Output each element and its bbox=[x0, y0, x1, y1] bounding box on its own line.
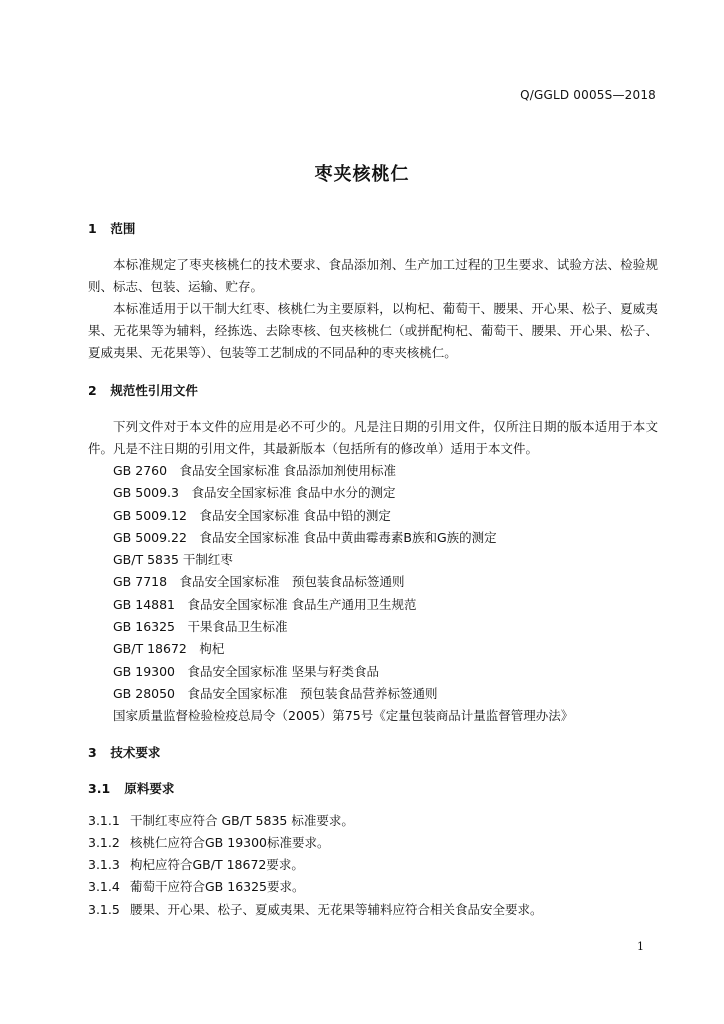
reference-item: GB/T 5835 干制红枣 bbox=[113, 552, 233, 568]
page-number: 1 bbox=[637, 940, 644, 953]
reference-item: GB 5009.12 食品安全国家标准 食品中铅的测定 bbox=[113, 507, 391, 523]
reference-item: GB 28050 食品安全国家标准 预包装食品营养标签通则 bbox=[113, 685, 438, 701]
clause-number: 3.1.5 bbox=[88, 901, 120, 917]
clause-number: 3.1.4 bbox=[88, 879, 120, 895]
clause-text: 枸杞应符合GB/T 18672要求。 bbox=[130, 857, 304, 873]
clause-text: 核桃仁应符合GB 19300标准要求。 bbox=[130, 834, 330, 850]
clause bbox=[88, 899, 658, 921]
paragraph: 下列文件对于本文件的应用是必不可少的。凡是注日期的引用文件，仅所注日期的版本适用于本文件。凡是不注日期的引用文件，其最新版本（包括所有的修改单）适用于本文件。 bbox=[88, 419, 658, 456]
subsection-title: 原料要求 bbox=[124, 780, 175, 796]
reference-item: GB 7718 食品安全国家标准 预包装食品标签通则 bbox=[113, 574, 405, 590]
section-title: 范围 bbox=[110, 221, 136, 236]
section-title: 技术要求 bbox=[110, 744, 161, 760]
clause-text: 葡萄干应符合GB 16325要求。 bbox=[130, 879, 305, 895]
clause bbox=[88, 832, 658, 854]
clause bbox=[88, 876, 658, 898]
subsection-heading-raw-materials bbox=[88, 780, 658, 798]
clause-number: 3.1.3 bbox=[88, 857, 120, 873]
clause-number: 3.1.2 bbox=[88, 834, 120, 850]
section-heading-normative-references bbox=[88, 382, 658, 400]
clause bbox=[88, 854, 658, 876]
clause-text: 干制红枣应符合 GB/T 5835 标准要求。 bbox=[130, 812, 354, 828]
reference-item: GB 16325 干果食品卫生标准 bbox=[113, 619, 288, 635]
document-title: 枣夹核桃仁 bbox=[314, 164, 410, 185]
section-number: 1 bbox=[88, 221, 97, 236]
section-heading-technical-requirements bbox=[88, 744, 658, 762]
section-heading-scope bbox=[88, 220, 658, 238]
section-title: 规范性引用文件 bbox=[110, 383, 198, 398]
clause-text: 腰果、开心果、松子、夏威夷果、无花果等辅料应符合相关食品安全要求。 bbox=[130, 901, 543, 917]
section-number: 2 bbox=[88, 383, 97, 398]
standard-code: Q/GGLD 0005S—2018 bbox=[520, 88, 656, 102]
paragraph: 本标准适用于以干制大红枣、核桃仁为主要原料，以枸杞、葡萄干、腰果、开心果、松子、夏威夷果、无花果等为辅料，经拣选、去除枣核、包夹核桃仁（或拼配枸杞、葡萄干、腰果、开心果、松子、夏威夷果、无花果等）、包装等工艺制成的不同品种的枣夹核桃仁。 bbox=[88, 301, 658, 360]
reference-item: GB 5009.3 食品安全国家标准 食品中水分的测定 bbox=[113, 485, 396, 501]
document-body bbox=[88, 220, 658, 921]
subsection-number: 3.1 bbox=[88, 780, 111, 796]
reference-item: GB 2760 食品安全国家标准 食品添加剂使用标准 bbox=[113, 463, 397, 478]
reference-item: GB/T 18672 枸杞 bbox=[113, 641, 225, 657]
reference-item: 国家质量监督检验检疫总局令（2005）第75号《定量包装商品计量监督管理办法》 bbox=[113, 708, 574, 724]
section-number: 3 bbox=[88, 744, 97, 760]
clause-number: 3.1.1 bbox=[88, 812, 120, 828]
reference-item: GB 19300 食品安全国家标准 坚果与籽类食品 bbox=[113, 663, 379, 679]
reference-item: GB 14881 食品安全国家标准 食品生产通用卫生规范 bbox=[113, 596, 417, 612]
reference-item: GB 5009.22 食品安全国家标准 食品中黄曲霉毒素B族和G族的测定 bbox=[113, 529, 497, 545]
paragraph: 本标准规定了枣夹核桃仁的技术要求、食品添加剂、生产加工过程的卫生要求、试验方法、检验规则、标志、包装、运输、贮存。 bbox=[88, 257, 658, 294]
clause bbox=[88, 810, 658, 832]
